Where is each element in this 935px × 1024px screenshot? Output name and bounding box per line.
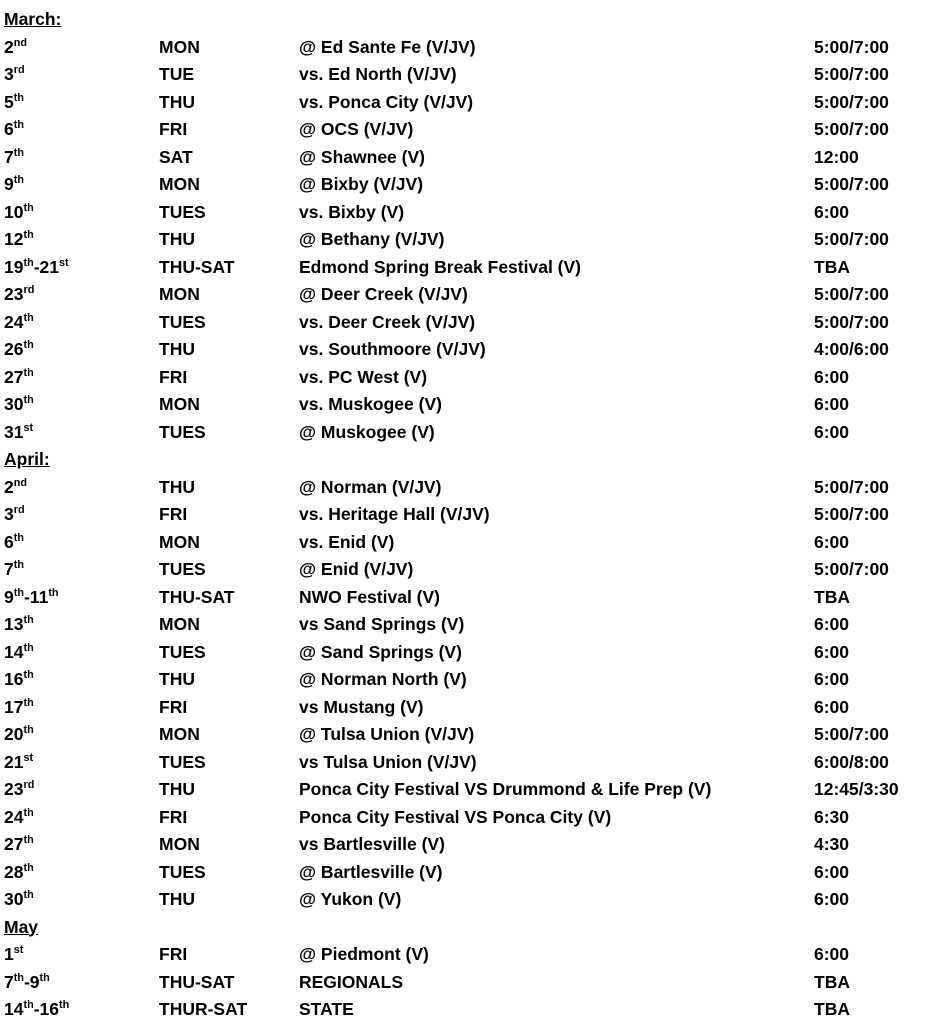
event-time: TBA [814,586,850,607]
event-day: THU-SAT [159,256,235,277]
event-time: 6:00 [814,641,850,662]
event-time: 5:00/7:00 [814,559,889,579]
schedule-row [4,391,935,419]
event-opponent: vs. Ponca City (V/JV) [299,91,474,112]
event-date: 30th [4,394,34,414]
event-day: MON [159,724,200,744]
event-day: TUES [159,641,206,662]
schedule-row [4,969,935,997]
event-date: 31st [4,421,34,442]
event-date: 27th [4,366,34,387]
event-time: 12:45/3:30 [814,779,899,799]
event-opponent: @ Deer Creek (V/JV) [299,284,468,304]
month-heading: April: [4,449,50,469]
event-date: 24th [4,311,34,332]
schedule-row [4,199,935,227]
event-opponent: @ OCS (V/JV) [299,119,414,139]
event-opponent: vs. PC West (V) [299,366,428,387]
event-day: FRI [159,696,188,717]
event-date: 19th-21st [4,256,69,277]
schedule-row [4,529,935,557]
event-date: 23rd [4,284,35,304]
schedule-row [4,34,935,62]
event-time: 5:00/7:00 [814,284,889,304]
event-time: 5:00/7:00 [814,311,889,332]
event-time: TBA [814,971,850,992]
schedule-row [4,831,935,859]
event-time: 6:30 [814,806,850,827]
schedule-row [4,666,935,694]
event-day: MON [159,284,200,304]
event-day: FRI [159,806,188,827]
event-opponent: vs. Bixby (V) [299,201,405,222]
event-date: 16th [4,669,34,689]
event-day: THU [159,889,195,909]
schedule-row [4,171,935,199]
schedule-row [4,89,935,117]
event-day: FRI [159,119,188,139]
event-day: THU-SAT [159,971,235,992]
event-time: 4:30 [814,834,850,854]
event-opponent: Ponca City Festival VS Ponca City (V) [299,806,612,827]
event-day: TUES [159,861,206,882]
schedule-row [4,859,935,887]
event-date: 26th [4,339,34,359]
event-date: 7th-9th [4,971,50,992]
event-time: 5:00/7:00 [814,174,889,194]
event-date: 2nd [4,36,27,57]
event-time: 6:00 [814,394,850,414]
event-time: 6:00 [814,889,850,909]
schedule-row [4,474,935,502]
event-date: 7th [4,146,24,167]
event-opponent: vs. Deer Creek (V/JV) [299,311,476,332]
event-day: TUE [159,64,194,84]
event-day: THU [159,669,195,689]
event-day: MON [159,394,200,414]
event-time: 6:00 [814,201,850,222]
event-time: 5:00/7:00 [814,504,889,524]
event-date: 7th [4,559,24,579]
month-heading: May [4,916,39,937]
event-day: THU [159,779,195,799]
event-opponent: NWO Festival (V) [299,586,440,607]
event-opponent: Ponca City Festival VS Drummond & Life Prep (V) [299,779,712,799]
schedule-row [4,309,935,337]
event-time: 5:00/7:00 [814,91,889,112]
event-time: 6:00 [814,669,850,689]
event-date: 1st [4,944,24,964]
event-time: 5:00/7:00 [814,476,889,497]
event-date: 5th [4,91,24,112]
event-opponent: vs Sand Springs (V) [299,614,465,634]
event-day: TUES [159,311,206,332]
event-day: THU [159,339,195,359]
schedule-row [4,419,935,447]
event-date: 28th [4,861,34,882]
schedule-row [4,639,935,667]
event-opponent: @ Piedmont (V) [299,944,429,964]
event-opponent: STATE [299,999,354,1019]
event-time: 6:00 [814,421,850,442]
event-day: TUES [159,421,206,442]
event-time: 6:00 [814,366,850,387]
event-opponent: vs Mustang (V) [299,696,424,717]
event-opponent: @ Tulsa Union (V/JV) [299,724,475,744]
schedule-row [4,941,935,969]
event-date: 24th [4,806,34,827]
event-time: 6:00/8:00 [814,751,889,772]
event-date: 2nd [4,476,27,497]
event-day: MON [159,614,200,634]
event-day: THU [159,91,195,112]
event-time: 4:00/6:00 [814,339,889,359]
event-date: 6th [4,119,24,139]
event-date: 10th [4,201,34,222]
event-date: 30th [4,889,34,909]
schedule-row [4,61,935,89]
event-day: SAT [159,146,193,167]
event-day: THUR-SAT [159,999,248,1019]
event-day: THU [159,476,195,497]
event-opponent: @ Shawnee (V) [299,146,425,167]
event-opponent: @ Yukon (V) [299,889,402,909]
schedule-row [4,254,935,282]
event-opponent: vs. Enid (V) [299,531,395,552]
event-time: 5:00/7:00 [814,36,889,57]
event-date: 27th [4,834,34,854]
event-time: 5:00/7:00 [814,119,889,139]
schedule-row [4,996,935,1024]
event-date: 9th-11th [4,586,59,607]
event-date: 13th [4,614,34,634]
schedule-row [4,721,935,749]
event-date: 23rd [4,779,35,799]
event-opponent: vs. Ed North (V/JV) [299,64,457,84]
event-opponent: @ Norman North (V) [299,669,467,689]
event-date: 21st [4,751,34,772]
event-date: 3rd [4,504,25,524]
event-date: 14th-16th [4,999,70,1019]
event-opponent: @ Sand Springs (V) [299,641,462,662]
month-heading: March: [4,9,62,29]
event-day: MON [159,834,200,854]
event-opponent: vs Tulsa Union (V/JV) [299,751,477,772]
event-time: 5:00/7:00 [814,229,889,249]
event-day: THU-SAT [159,586,235,607]
event-time: 5:00/7:00 [814,724,889,744]
event-time: 6:00 [814,861,850,882]
schedule-row [4,501,935,529]
event-opponent: @ Bethany (V/JV) [299,229,445,249]
event-date: 3rd [4,64,25,84]
schedule-row [4,611,935,639]
event-opponent: @ Muskogee (V) [299,421,435,442]
schedule-row [4,776,935,804]
event-day: MON [159,36,200,57]
event-opponent: Edmond Spring Break Festival (V) [299,256,581,277]
event-day: TUES [159,201,206,222]
event-day: FRI [159,944,188,964]
event-date: 6th [4,531,24,552]
event-day: MON [159,531,200,552]
event-day: THU [159,229,195,249]
schedule-row [4,116,935,144]
schedule-row [4,226,935,254]
event-opponent: vs. Muskogee (V) [299,394,442,414]
event-time: 6:00 [814,531,850,552]
schedule-row [4,556,935,584]
event-opponent: @ Bartlesville (V) [299,861,443,882]
event-time: TBA [814,999,850,1019]
event-opponent: @ Norman (V/JV) [299,476,442,497]
event-day: TUES [159,559,206,579]
event-time: 5:00/7:00 [814,64,889,84]
event-day: FRI [159,504,188,524]
schedule-row [4,694,935,722]
event-opponent: REGIONALS [299,971,404,992]
event-date: 9th [4,174,24,194]
event-time: 6:00 [814,696,850,717]
event-date: 12th [4,229,34,249]
event-time: 6:00 [814,614,850,634]
schedule-row [4,584,935,612]
event-opponent: vs. Southmoore (V/JV) [299,339,486,359]
event-time: 12:00 [814,146,859,167]
event-time: 6:00 [814,944,850,964]
event-opponent: @ Bixby (V/JV) [299,174,424,194]
schedule-row [4,886,935,914]
event-date: 17th [4,696,34,717]
schedule-row [4,804,935,832]
event-date: 20th [4,724,34,744]
schedule-row [4,749,935,777]
event-day: TUES [159,751,206,772]
schedule-row [4,144,935,172]
event-opponent: @ Enid (V/JV) [299,559,414,579]
schedule-row [4,336,935,364]
event-opponent: @ Ed Sante Fe (V/JV) [299,36,476,57]
event-time: TBA [814,256,850,277]
event-opponent: vs. Heritage Hall (V/JV) [299,504,490,524]
event-day: MON [159,174,200,194]
event-date: 14th [4,641,34,662]
schedule-row [4,281,935,309]
event-day: FRI [159,366,188,387]
schedule-row [4,364,935,392]
event-opponent: vs Bartlesville (V) [299,834,445,854]
